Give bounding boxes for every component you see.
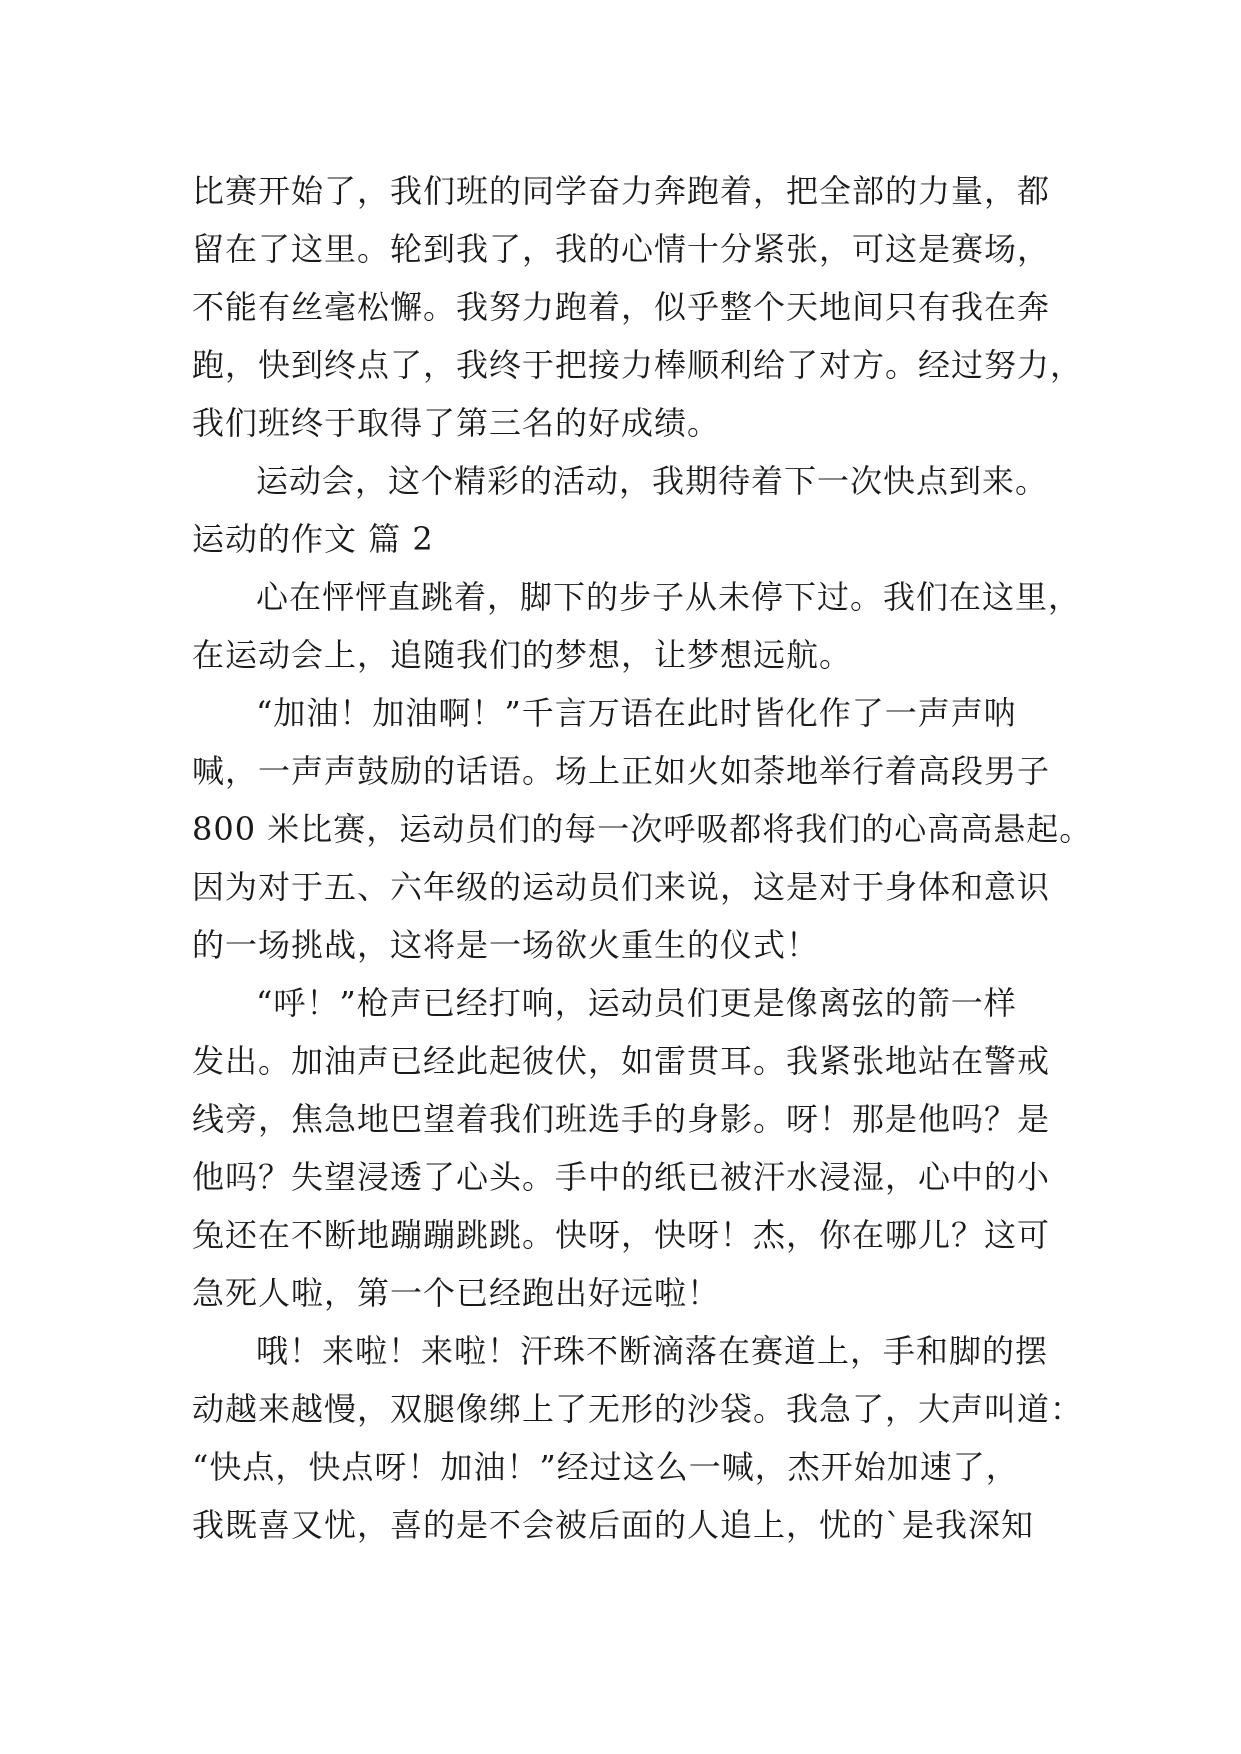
text-line: 动越来越慢，双腿像绑上了无形的沙袋。我急了，大声叫道：	[192, 1390, 1084, 1428]
text-line: 不能有丝毫松懈。我努力跑着，似乎整个天地间只有我在奔	[192, 288, 1051, 326]
section-heading: 运动的作文 篇 2	[192, 520, 434, 558]
text-line: 在运动会上，追随我们的梦想，让梦想远航。	[192, 636, 853, 674]
text-line: “快点，快点呀！加油！”经过这么一喊，杰开始加速了，	[192, 1448, 1019, 1486]
text-line: 他吗？失望浸透了心头。手中的纸已被汗水浸湿，心中的小	[192, 1158, 1051, 1196]
paragraph-line: 心在怦怦直跳着，脚下的步子从未停下过。我们在这里，	[256, 578, 1082, 616]
text-line: 我既喜又忧，喜的是不会被后面的人追上，忧的`是我深知	[192, 1506, 1035, 1544]
text-line: 因为对于五、六年级的运动员们来说，这是对于身体和意识	[192, 868, 1051, 906]
paragraph-line: “加油！加油啊！”千言万语在此时皆化作了一声声呐	[256, 694, 1017, 732]
text-line: 发出。加油声已经此起彼伏，如雷贯耳。我紧张地站在警戒	[192, 1042, 1051, 1080]
text-line: 喊，一声声鼓励的话语。场上正如火如荼地举行着高段男子	[192, 752, 1051, 790]
text-line: 留在了这里。轮到我了，我的心情十分紧张，可这是赛场，	[192, 230, 1051, 268]
text-line: 比赛开始了，我们班的同学奋力奔跑着，把全部的力量，都	[192, 172, 1051, 210]
text-line: 跑，快到终点了，我终于把接力棒顺利给了对方。经过努力，	[192, 346, 1084, 384]
paragraph-line: “呼！”枪声已经打响，运动员们更是像离弦的箭一样	[256, 984, 1017, 1022]
text-line: 急死人啦，第一个已经跑出好远啦！	[192, 1274, 721, 1312]
paragraph-line: 哦！来啦！来啦！汗珠不断滴落在赛道上，手和脚的摆	[256, 1332, 1049, 1370]
text-line: 800 米比赛，运动员们的每一次呼吸都将我们的心高高悬起。	[192, 810, 1093, 848]
text-line: 我们班终于取得了第三名的好成绩。	[192, 404, 721, 442]
text-line: 线旁，焦急地巴望着我们班选手的身影。呀！那是他吗？是	[192, 1100, 1051, 1138]
text-line: 兔还在不断地蹦蹦跳跳。快呀，快呀！杰，你在哪儿？这可	[192, 1216, 1051, 1254]
text-line: 的一场挑战，这将是一场欲火重生的仪式！	[192, 926, 820, 964]
paragraph-line: 运动会，这个精彩的活动，我期待着下一次快点到来。	[256, 462, 1049, 500]
